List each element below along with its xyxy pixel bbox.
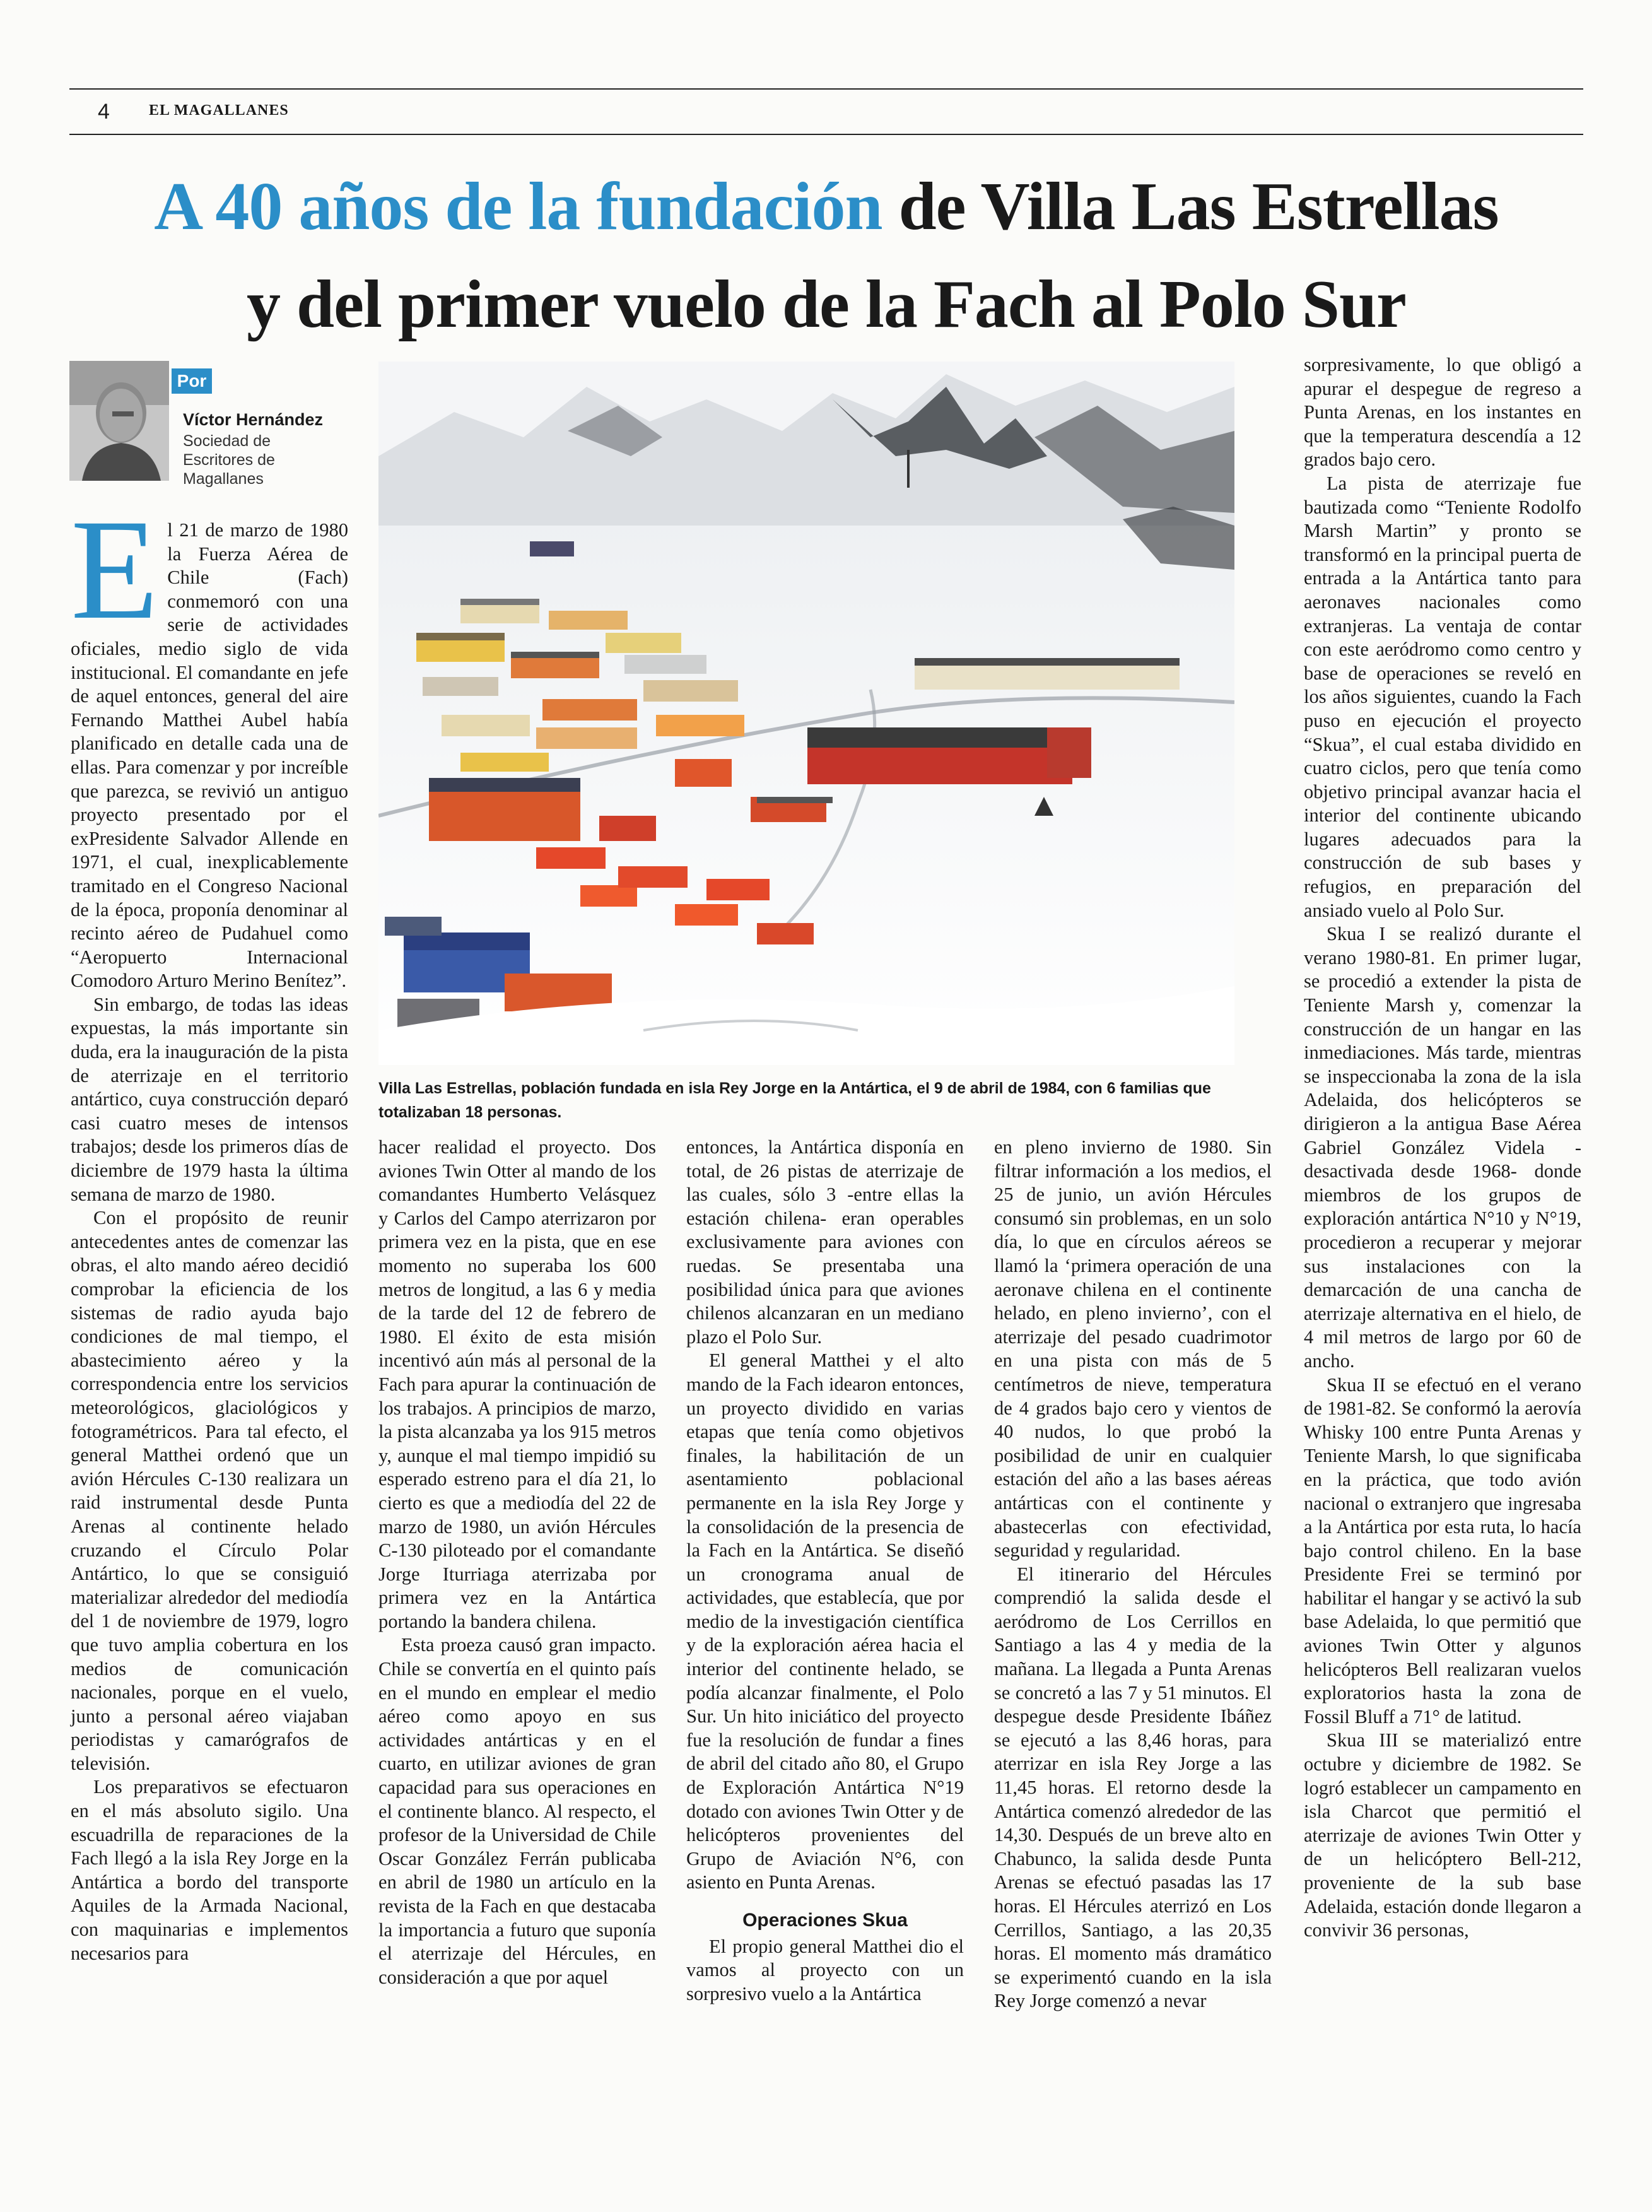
headline-line2: y del primer vuelo de la Fach al Polo Sur [247, 267, 1406, 342]
article-paragraph: El general Matthei y el alto mando de la Fach idearon entonces, un proyecto dividido en varias etapas que tenía como objetivos finales, la habilitación de un asentamiento poblacional permanente en la isla Rey Jorge y la consolidación de la presencia de la Fach en la Antártica. Se diseñó un cronograma anual de actividades, que establecía, que por medio de la investigación científica y de la exploración aérea hacia el interior del continente helado, se podía alcanzar finalmente, el Polo Sur. Un hito iniciático del proyecto fue la resolución de fundar a fines de abril del citado año 80, el Grupo de Exploración Antártica N°19 dotado con aviones Twin Otter y de helicópteros provenientes del Grupo de Aviación N°6, con asiento en Punta Arenas. [686, 1350, 964, 1893]
section-subheading: Operaciones Skua [742, 1910, 908, 1931]
newspaper-name: EL MAGALLANES [149, 102, 289, 119]
article-paragraph: La pista de aterrizaje fue bautizada como “Teniente Rodolfo Marsh Martin” y pronto se transformó en la principal puerta de entrada a la Antártica tanto para aeronaves nacionales como extranjeras. La ventaja de contar con este aeródromo como centro y base de operaciones se reveló en los años siguientes, cuando la Fach puso en ejecución el proyecto “Skua”, el cual estaba dividido en cuatro ciclos, pero que tenía como objetivo principal avanzar hacia el interior del continente ubicando lugares adecuados para la construcción de sub bases y refugios, en preparación del ansiado vuelo al Polo Sur. [1304, 472, 1581, 921]
article-column-1 [71, 490, 348, 1965]
headline-accent: A 40 años de la fundación [154, 169, 882, 244]
article-column-2 [378, 1136, 656, 1989]
article-paragraph: Los preparativos se efectuaron en el más absoluto sigilo. Una escuadrilla de reparaciones de la Fach llegó a la isla Rey Jorge en la Antártica a bordo del transporte Aquiles de la Armada Nacional, con maquinarias e implementos necesarios para [71, 1776, 348, 1964]
article-paragraph: hacer realidad el proyecto. Dos aviones Twin Otter al mando de los comandantes Humberto Velásquez y Carlos del Campo aterrizaron por primera vez en la pista, que en ese momento no superaba los 600 metros de longitud, a las 6 y media de la tarde del 12 de febrero de 1980. El éxito de esta misión incentivó aún más al personal de la Fach para apurar la continuación de los trabajos. A principios de marzo, la pista alcanzaba ya los 915 metros y, aunque el mal tiempo impidió su esperado estreno para el día 21, lo cierto es que a mediodía del 22 de marzo de 1980, un avión Hércules C-130 piloteado por el comandante Jorge Iturriaga aterrizaba por primera vez en la Antártica portando la bandera chilena. [378, 1136, 656, 1632]
article-paragraph: Sin embargo, de todas las ideas expuestas, la más importante sin duda, era la inauguración de la pista de aterrizaje en el territorio antártico, cuya construcción deparó casi cuatro meses de intensos trabajos; desde los primeros días de diciembre de 1979 hasta la última semana de marzo de 1980. [71, 993, 348, 1205]
article-paragraph: sorpresivamente, lo que obligó a apurar el despegue de regreso a Punta Arenas, en los instantes en que la temperatura descendía a 12 grados bajo cero. [1304, 354, 1581, 471]
header-rule [69, 134, 1583, 135]
article-paragraph: Con el propósito de reunir antecedentes antes de comenzar las obras, el alto mando aéreo decidió comprobar la eficiencia de los sistemas de radio ayuda bajo condiciones de mal tiempo, el abastecimiento aéreo y la correspondencia entre los servicios meteorológicos, glaciológicos y fotogramétricos. Para tal efecto, el general Matthei ordenó que un avión Hércules C-130 realizara un raid instrumental desde Punta Arenas al continente helado cruzando el Círculo Polar Antártico, lo que se consiguió materializar alrededor del mediodía del 1 de noviembre de 1979, logro que tuvo amplia cobertura en los medios de comunicación nacionales, porque en el vuelo, junto a personal aéreo viajaban periodistas y camarógrafos de televisión. [71, 1207, 348, 1774]
top-rule [69, 88, 1583, 90]
article-column-4 [994, 1136, 1272, 2013]
drop-cap: E [71, 490, 159, 649]
author-photo [69, 361, 169, 481]
article-paragraph: El itinerario del Hércules comprendió la salida desde el aeródromo de Los Cerrillos en Santiago a las 4 y media de la mañana. La llegada a Punta Arenas se concretó a las 7 y 51 minutos. El despegue desde Presidente Ibáñez se ejecutó a las 8,46 horas, para aterrizar en isla Rey Jorge a las 11,45 horas. El retorno desde la Antártica comenzó alrededor de las 14,30. Después de un breve alto en Chabunco, la salida desde Punta Arenas se efectuó pasadas las 17 horas. El Hércules aterrizó en Los Cerrillos, Santiago, a las 20,35 horas. El momento más dramático se experimentó cuando en la isla Rey Jorge comenzó a nevar [994, 1563, 1272, 2012]
article-paragraph: El 21 de marzo de 1980 la Fuerza Aérea de Chile (Fach) conmemoró con una serie de actividades oficiales, medio siglo de vida institucional. El comandante en jefe de aquel entonces, general del aire Fernando Matthei Aubel había planificado en detalle cada una de ellas. Para comenzar y por increíble que parezca, se revivió un antiguo proyecto presentado por el exPresidente Salvador Allende en 1971, el cual, inexplicablemente tramitado en el Congreso Nacional de la época, proponía denominar al recinto aéreo de Pudahuel como “Aeropuerto Internacional Comodoro Arturo Merino Benítez”. [71, 490, 348, 992]
author-name: Víctor Hernández [183, 410, 324, 429]
byline-tag: Por [172, 368, 212, 394]
article-paragraph: Skua I se realizó durante el verano 1980-81. En primer lugar, se procedió a extender la pista de Teniente Marsh y, comenzar la construcción de un hangar en las inmediaciones. Más tarde, mientras se inspeccionaba la zona de la isla Adelaida, dos helicópteros se dirigieron a la antigua Base Aérea Gabriel González Videla -desactivada desde 1968- donde miembros de los grupos de exploración antártica N°10 y N°19, procedieron a recuperar y mejorar sus instalaciones con la demarcación de una cancha de aterrizaje alternativa en el hielo, de 4 mil metros de largo por 60 de ancho. [1304, 923, 1581, 1372]
article-paragraph: Skua III se materializó entre octubre y diciembre de 1982. Se logró establecer un campamento en isla Charcot que permitió el aterrizaje de aviones Twin Otter y de un helicóptero Bell-212, proveniente de la sub base Adelaida, estación donde llegaron a convivir 36 personas, [1304, 1729, 1581, 1941]
photo-caption: Villa Las Estrellas, población fundada en isla Rey Jorge en la Antártica, el 9 de abril de 1984, con 6 familias que totalizaban 18 personas. [378, 1080, 1211, 1121]
headline [69, 158, 1583, 353]
article-column-3 [686, 1136, 964, 2006]
author-organization: Sociedad de Escritores de Magallanes [183, 432, 275, 488]
article-column-5 [1304, 353, 1581, 1943]
villa-las-estrellas-photo [378, 362, 1234, 1065]
article-paragraph: El propio general Matthei dio el vamos al proyecto con un sorpresivo vuelo a la Antártica [686, 1935, 964, 2004]
article-paragraph: entonces, la Antártica disponía en total, de 26 pistas de aterrizaje de las cuales, sólo 3 -entre ellas la estación chilena- eran operables exclusivamente para aviones con ruedas. Se presentaba una posibilidad única para que aviones chilenos alcanzaran en un mediano plazo el Polo Sur. [686, 1136, 964, 1348]
article-paragraph: Skua II se efectuó en el verano de 1981-82. Se conformó la aerovía Whisky 100 entre Punta Arenas y Teniente Marsh, lo que significaba en la práctica, que todo avión nacional o extranjero que ingresaba a la Antártica por esta ruta, lo hacía bajo control chileno. En la base Presidente Frei se terminó por habilitar el hangar y se activó la sub base Adelaida, lo que permitió que aviones Twin Otter y algunos helicópteros Bell realizaran vuelos exploratorios hasta la zona de Fossil Bluff a 71° de latitud. [1304, 1374, 1581, 1727]
article-paragraph: en pleno invierno de 1980. Sin filtrar información a los medios, el 25 de junio, un avión Hércules consumó sin problemas, en un solo día, lo que en círculos aéreos se llamó la ‘primera operación de una aeronave chilena en el continente helado, en pleno invierno’, con el aterrizaje del pesado cuadrimotor en una pista con más de 5 centímetros de nieve, temperatura de 4 grados bajo cero y vientos de 40 nudos, lo que probó la posibilidad de unir en cualquier estación del año a las bases aéreas antárticas con el continente y abastecerlas con efectividad, seguridad y regularidad. [994, 1136, 1272, 1562]
headline-rest-line1: de Villa Las Estrellas [882, 169, 1499, 244]
article-paragraph: Esta proeza causó gran impacto. Chile se convertía en el quinto país en el mundo en emplear el medio aéreo como apoyo en sus actividades antárticas y en el cuarto, en utilizar aviones de gran capacidad para sus operaciones en el continente blanco. Al respecto, el profesor de la Universidad de Chile Oscar González Ferrán publicaba en abril de 1980 un artículo en la revista de la Fach en que destacaba la importancia a futuro que suponía el aterrizaje del Hércules, en consideración a que por aquel [378, 1634, 656, 1988]
page-number: 4 [98, 100, 110, 124]
